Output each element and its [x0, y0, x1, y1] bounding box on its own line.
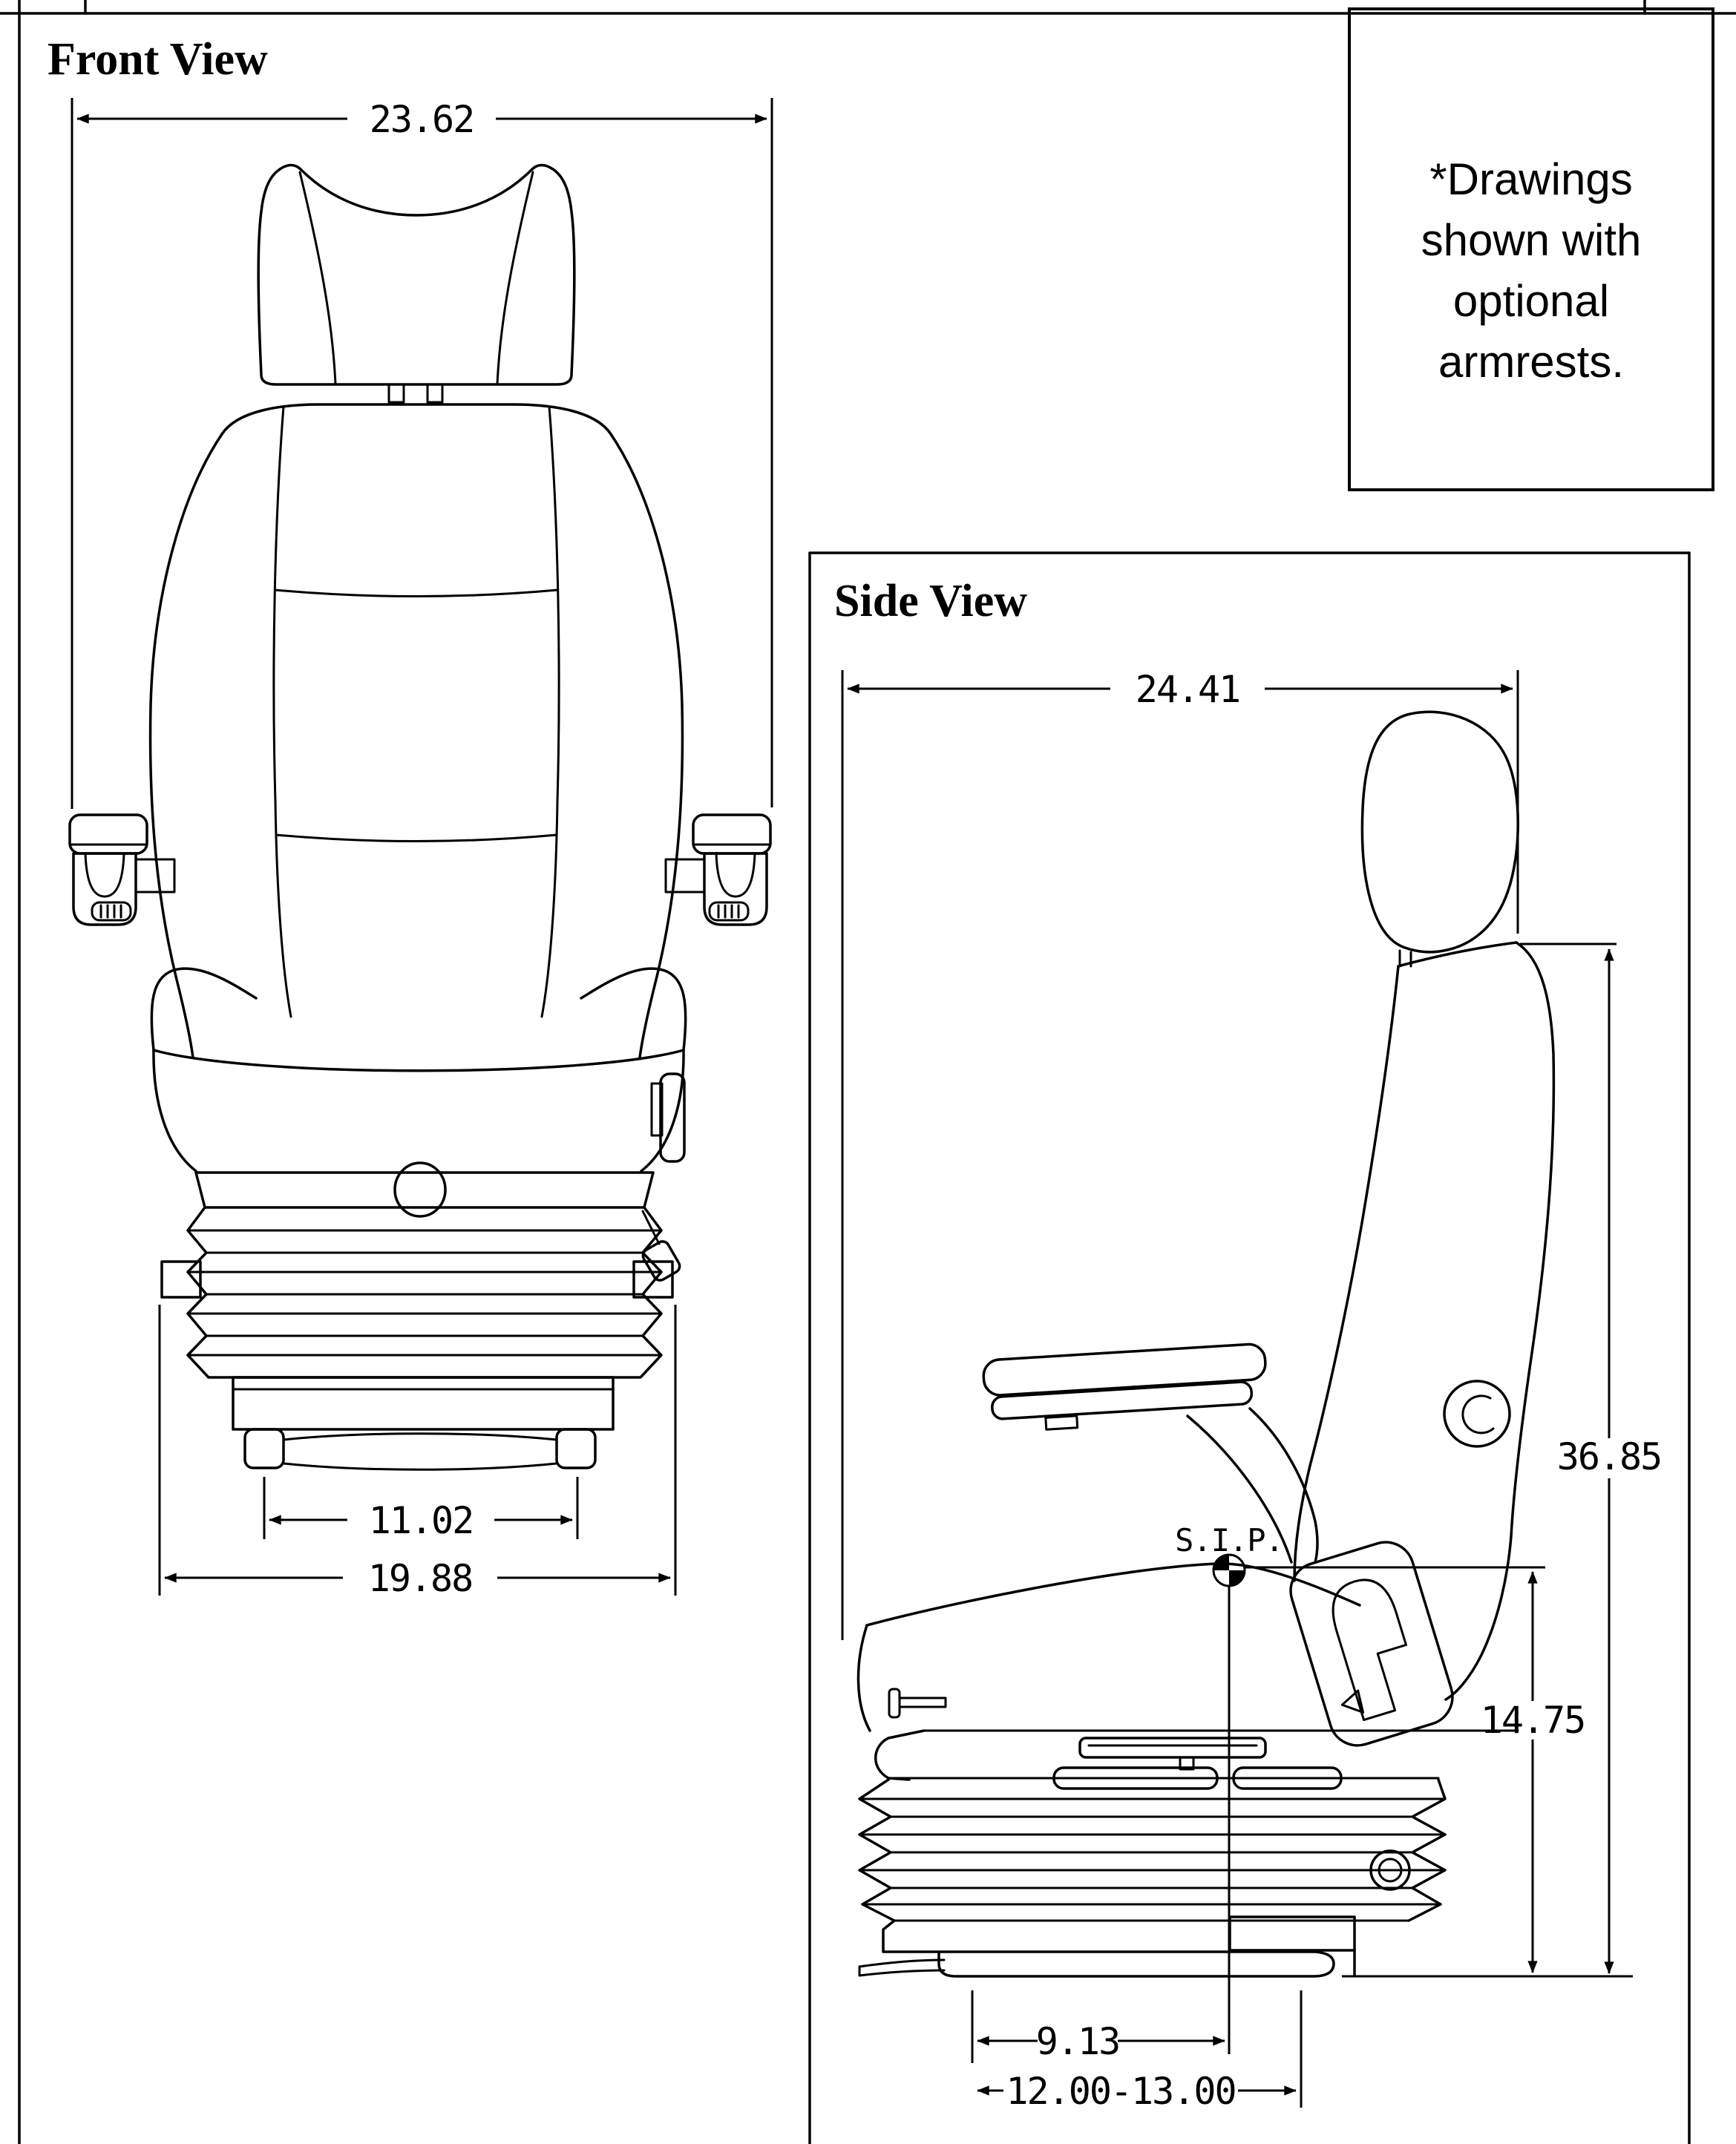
note-line-2: shown with [1421, 215, 1642, 265]
side-seat-cushion [858, 1564, 1518, 1780]
side-slide-handle [889, 1689, 946, 1717]
side-suspension-bellows [859, 1780, 1445, 1921]
side-dim-sip-setback [972, 1990, 1225, 2063]
front-dim-overall-width [72, 98, 772, 809]
front-base [233, 1377, 613, 1469]
front-backrest [151, 404, 683, 1058]
front-headrest [258, 165, 574, 402]
front-suspension-bellows [162, 1207, 672, 1377]
dim-sip-height-label: 14.75 [1480, 1699, 1585, 1742]
front-dim-foot-spacing [264, 1477, 577, 1542]
note-line-4: armrests. [1438, 337, 1625, 387]
note-box [1349, 9, 1713, 490]
front-seat-cushion [151, 968, 685, 1171]
dim-sip-setback-label: 9.13 [1035, 2020, 1120, 2063]
dim-foot-spacing-label: 11.02 [368, 1499, 474, 1542]
dim-overall-height-label: 36.85 [1556, 1435, 1662, 1478]
dim-base-width-label: 19.88 [367, 1557, 473, 1600]
side-view [810, 553, 1689, 2144]
dim-overall-width-label: 23.62 [369, 98, 474, 141]
side-dim-overall-height [1520, 944, 1661, 1973]
front-armrest-left [70, 815, 174, 925]
note-line-1: *Drawings [1429, 154, 1633, 204]
front-seat-pan [196, 1163, 682, 1282]
side-base [859, 1917, 1633, 1976]
side-dim-mount-length [977, 1990, 1301, 2113]
sip-label: S.I.P. [1175, 1522, 1283, 1558]
side-seat-rails [1054, 1738, 1341, 1789]
side-recline-knob [1444, 1381, 1510, 1446]
sip-marker [1175, 1522, 1545, 2054]
front-view [48, 34, 772, 1600]
front-dim-base-width [160, 1305, 675, 1600]
front-view-title: Front View [48, 34, 268, 85]
side-backrest [1294, 942, 1553, 1699]
front-armrest-right [666, 815, 770, 925]
side-view-title: Side View [834, 576, 1028, 626]
side-dim-sip-height [1481, 1572, 1585, 1973]
side-headrest [1362, 712, 1518, 966]
dim-mount-length-label: 12.00-13.00 [1006, 2070, 1236, 2113]
note-line-3: optional [1452, 276, 1610, 326]
side-dim-overall-depth [842, 668, 1518, 1640]
front-recline-lever [652, 1074, 684, 1161]
dim-overall-depth-label: 24.41 [1135, 668, 1240, 711]
